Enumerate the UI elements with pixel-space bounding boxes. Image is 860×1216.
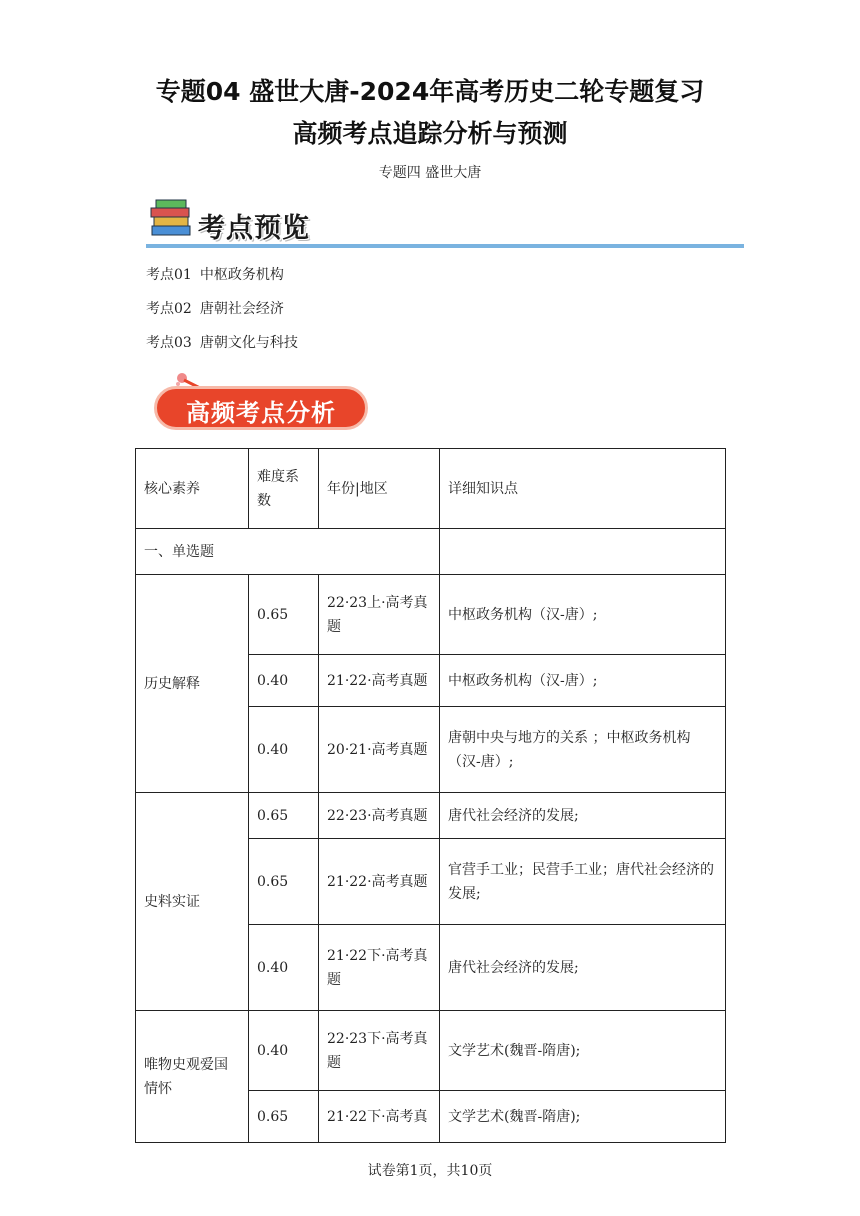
literacy-cell: 唯物史观爱国情怀 [136, 1011, 249, 1143]
key-point-code: 考点01 [146, 267, 192, 283]
document-title-line2: 高频考点追踪分析与预测 [292, 119, 568, 148]
difficulty-cell: 0.65 [249, 575, 319, 655]
table-row [136, 793, 726, 839]
difficulty-cell: 0.65 [249, 839, 319, 925]
preview-banner-underline [146, 244, 744, 248]
document-subtitle: 专题四 盛世大唐 [378, 165, 482, 181]
detail-cell: 文学艺术(魏晋-隋唐); [440, 1011, 726, 1091]
detail-cell: 文学艺术(魏晋-隋唐); [440, 1091, 726, 1143]
key-point-item [146, 264, 284, 284]
page-footer: 试卷第1页，共10页 [367, 1163, 493, 1179]
difficulty-cell: 0.40 [249, 925, 319, 1011]
table-cell [440, 529, 726, 575]
year-cell: 20·21·高考真题 [319, 707, 440, 793]
difficulty-cell: 0.65 [249, 1091, 319, 1143]
year-cell: 22·23上·高考真题 [319, 575, 440, 655]
key-point-item [146, 332, 298, 352]
key-point-code: 考点02 [146, 301, 192, 317]
detail-cell: 唐代社会经济的发展; [440, 925, 726, 1011]
analysis-banner [150, 370, 372, 434]
key-point-name: 中枢政务机构 [199, 267, 284, 283]
key-point-name: 唐朝文化与科技 [199, 335, 298, 351]
header-cell: 年份|地区 [319, 449, 440, 529]
knowledge-table [135, 448, 726, 1143]
detail-cell: 中枢政务机构（汉-唐）; [440, 575, 726, 655]
year-cell: 22·23·高考真题 [319, 793, 440, 839]
year-cell: 22·23下·高考真题 [319, 1011, 440, 1091]
detail-cell: 中枢政务机构（汉-唐）; [440, 655, 726, 707]
table-row [136, 575, 726, 655]
header-cell: 详细知识点 [440, 449, 726, 529]
literacy-cell: 史料实证 [136, 793, 249, 1011]
header-cell: 核心素养 [136, 449, 249, 529]
literacy-cell: 历史解释 [136, 575, 249, 793]
analysis-banner-label: 高频考点分析 [186, 399, 336, 427]
preview-banner-label: 考点预览 [198, 213, 310, 244]
year-cell: 21·22下·高考真题 [319, 925, 440, 1011]
table-header-row [136, 449, 726, 529]
books-icon [148, 196, 194, 240]
difficulty-cell: 0.40 [249, 655, 319, 707]
year-cell: 21·22下·高考真 [319, 1091, 440, 1143]
section-row [136, 529, 726, 575]
key-point-code: 考点03 [146, 335, 192, 351]
key-point-item [146, 298, 284, 318]
year-cell: 21·22·高考真题 [319, 655, 440, 707]
header-cell: 难度系数 [249, 449, 319, 529]
detail-cell: 官营手工业；民营手工业；唐代社会经济的发展; [440, 839, 726, 925]
preview-banner [146, 196, 744, 252]
detail-cell: 唐代社会经济的发展; [440, 793, 726, 839]
table-row [136, 1011, 726, 1091]
year-cell: 21·22·高考真题 [319, 839, 440, 925]
detail-cell: 唐朝中央与地方的关系 ；中枢政务机构（汉-唐）; [440, 707, 726, 793]
key-point-name: 唐朝社会经济 [199, 301, 284, 317]
difficulty-cell: 0.65 [249, 793, 319, 839]
section-label: 一、单选题 [136, 529, 440, 575]
document-title-line1: 专题04 盛世大唐-2024年高考历史二轮专题复习 [155, 77, 705, 106]
difficulty-cell: 0.40 [249, 707, 319, 793]
difficulty-cell: 0.40 [249, 1011, 319, 1091]
